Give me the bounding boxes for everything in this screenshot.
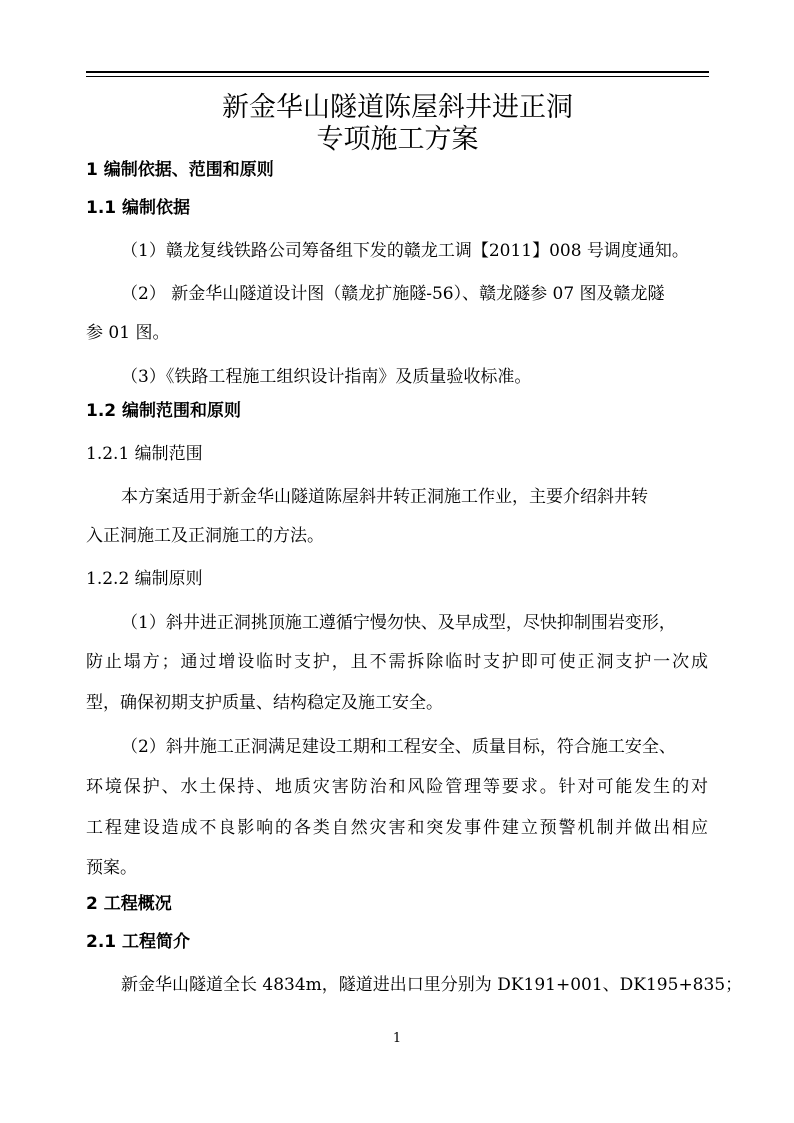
section-2-heading: 2 工程概况 xyxy=(86,894,172,914)
section-1-heading: 1 编制依据、范围和原则 xyxy=(86,160,274,180)
scope-line-1: 本方案适用于新金华山隧道陈屋斜井转正洞施工作业，主要介绍斜井转 xyxy=(121,487,648,507)
principle-2-line-2: 环境保护、水土保持、地质灾害防治和风险管理等要求。针对可能发生的对 xyxy=(86,777,708,797)
principle-1-line-1: （1）斜井进正洞挑顶施工遵循宁慢勿快、及早成型，尽快抑制围岩变形， xyxy=(121,613,676,633)
principle-2-line-1: （2）斜井施工正洞满足建设工期和工程安全、质量目标，符合施工安全、 xyxy=(121,737,676,757)
basis-item-2-continued: 参 01 图。 xyxy=(86,323,170,343)
section-1-2-heading: 1.2 编制范围和原则 xyxy=(86,401,242,421)
page-number: 1 xyxy=(392,1031,402,1046)
section-1-2-2-heading: 1.2.2 编制原则 xyxy=(86,569,203,589)
basis-item-2: （2） 新金华山隧道设计图（赣龙扩施隧-56）、赣龙隧参 07 图及赣龙隧 xyxy=(121,284,665,304)
header-rule-thin xyxy=(86,76,709,77)
basis-item-3: （3）《铁路工程施工组织设计指南》及质量验收标准。 xyxy=(121,367,532,387)
scope-line-2: 入正洞施工及正洞施工的方法。 xyxy=(86,526,324,546)
document-title-line1: 新金华山隧道陈屋斜井进正洞 xyxy=(222,92,573,123)
section-1-2-1-heading: 1.2.1 编制范围 xyxy=(86,444,203,464)
section-1-1-heading: 1.1 编制依据 xyxy=(86,198,191,218)
principle-1-line-3: 型，确保初期支护质量、结构稳定及施工安全。 xyxy=(86,693,443,713)
principle-1-line-2: 防止塌方；通过增设临时支护，且不需拆除临时支护即可使正洞支护一次成 xyxy=(86,652,708,672)
principle-2-line-4: 预案。 xyxy=(86,858,137,878)
principle-2-line-3: 工程建设造成不良影响的各类自然灾害和突发事件建立预警机制并做出相应 xyxy=(86,818,708,838)
intro-line-1: 新金华山隧道全长 4834m，隧道进出口里分别为 DK191+001、DK195+835； xyxy=(121,975,743,995)
section-2-1-heading: 2.1 工程简介 xyxy=(86,932,191,952)
basis-item-1: （1）赣龙复线铁路公司筹备组下发的赣龙工调【2011】008 号调度通知。 xyxy=(121,241,689,261)
document-title-line2: 专项施工方案 xyxy=(316,124,479,155)
header-rule-thick xyxy=(86,71,709,73)
